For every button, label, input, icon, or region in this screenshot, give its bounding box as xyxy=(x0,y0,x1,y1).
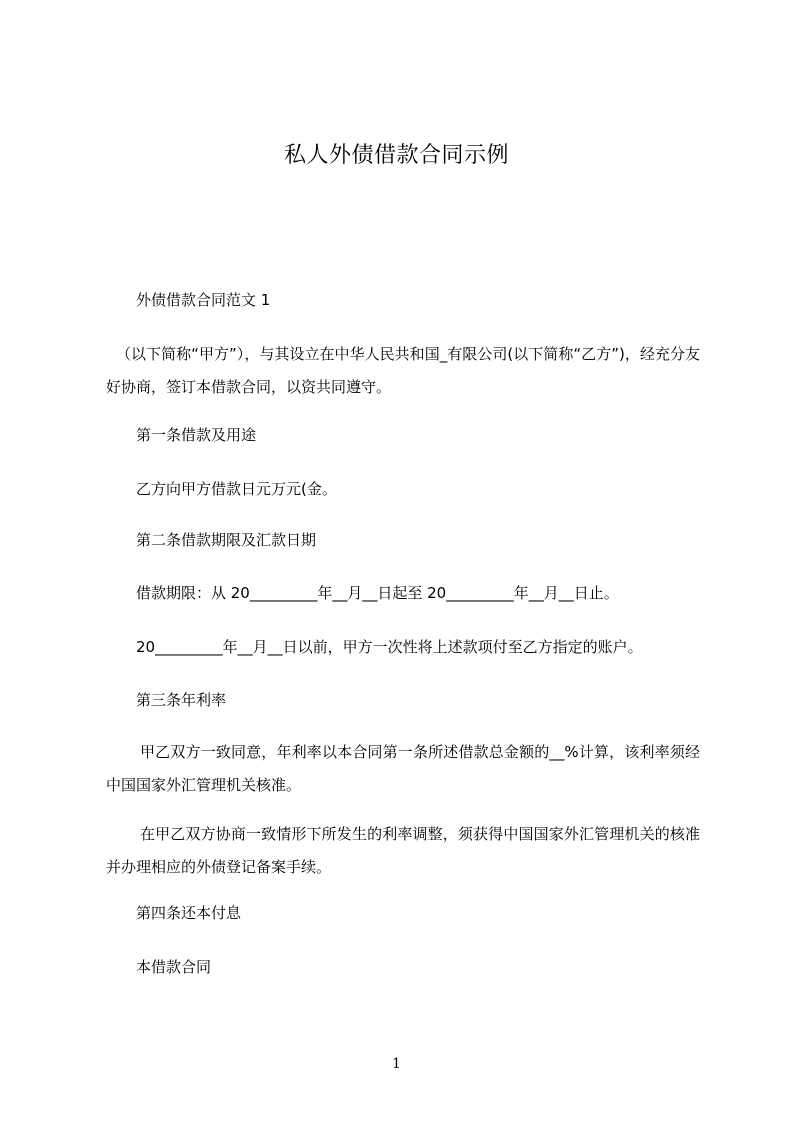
paragraph-template-heading: 外债借款合同范文 1 xyxy=(136,291,271,309)
paragraph-parties: （以下简称“甲方”），与其设立在中华人民共和国_有限公司(以下简称“乙方”)，经充分友好协商，签订本借款合同，以资共同遵守。 xyxy=(106,345,700,396)
article-2-heading: 第二条借款期限及汇款日期 xyxy=(136,531,317,549)
paragraph-interest-rate: 甲乙双方一致同意，年利率以本合同第一条所述借款总金额的__%计算，该利率须经中国国家外汇管理机关核准。 xyxy=(106,743,700,794)
article-4-heading: 第四条还本付息 xyxy=(136,904,242,922)
paragraph-loan-period: 借款期限：从 20_________年__月__日起至 20_________年__月__日止。 xyxy=(136,584,619,602)
paragraph-remittance-date: 20_________年__月__日以前，甲方一次性将上述款项付至乙方指定的账户。 xyxy=(136,638,643,656)
document-title: 私人外债借款合同示例 xyxy=(283,143,509,168)
page-number: 1 xyxy=(392,1056,401,1072)
paragraph-loan-amount: 乙方向甲方借款日元万元(金。 xyxy=(136,480,337,498)
article-3-heading: 第三条年利率 xyxy=(136,691,227,709)
paragraph-rate-adjustment: 在甲乙双方协商一致情形下所发生的利率调整，须获得中国国家外汇管理机关的核准并办理相应的外债登记备案手续。 xyxy=(106,825,700,876)
article-1-heading: 第一条借款及用途 xyxy=(136,426,257,444)
paragraph-contract-body: 本借款合同 xyxy=(136,958,212,976)
